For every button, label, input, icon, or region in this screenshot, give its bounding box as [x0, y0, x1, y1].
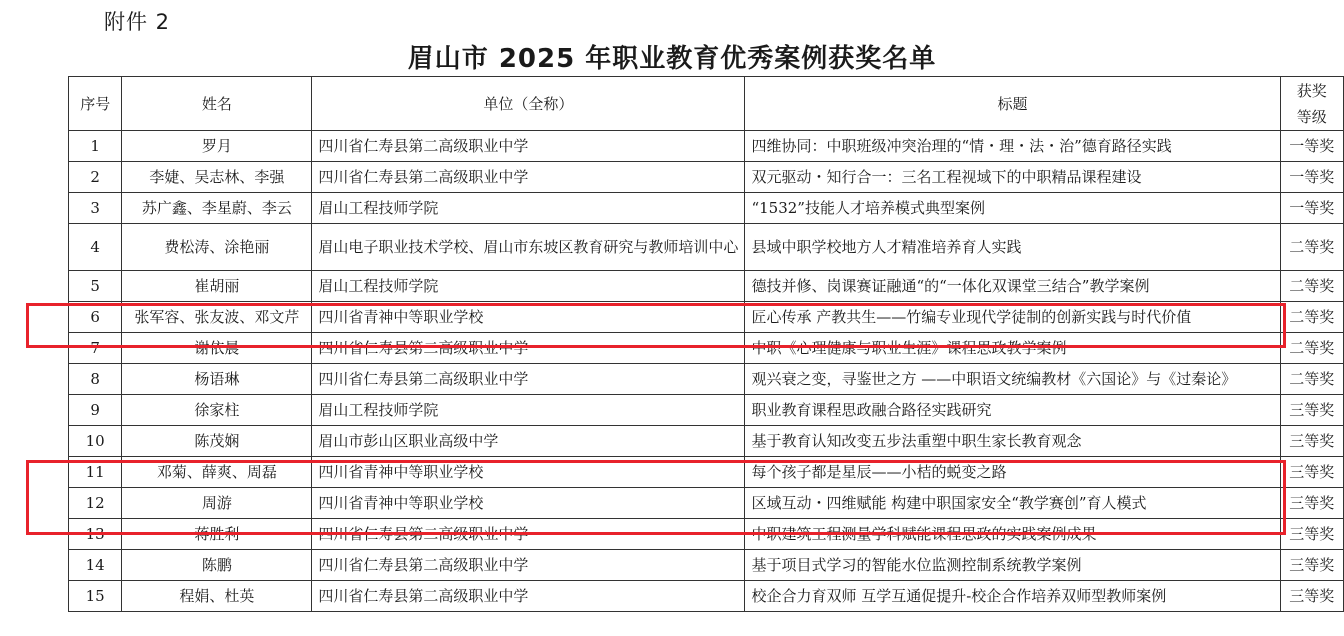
table-row: [69, 224, 1344, 271]
row-name: 徐家柱: [122, 395, 312, 426]
row-index: 8: [69, 364, 122, 395]
row-unit: 四川省仁寿县第二高级职业中学: [312, 550, 745, 581]
row-award: 二等奖: [1280, 271, 1343, 302]
row-name: 周游: [122, 488, 312, 519]
row-unit: 眉山工程技师学院: [312, 395, 745, 426]
row-index: 10: [69, 426, 122, 457]
row-index: 3: [69, 193, 122, 224]
row-award: 三等奖: [1280, 488, 1343, 519]
row-award: 二等奖: [1280, 364, 1343, 395]
row-name: 崔胡丽: [122, 271, 312, 302]
page-title: 眉山市 2025 年职业教育优秀案例获奖名单: [407, 44, 937, 74]
table-row: [69, 457, 1344, 488]
header-award: [1280, 77, 1343, 131]
row-index: 11: [69, 457, 122, 488]
table-row: [69, 581, 1344, 612]
row-caption: 基于教育认知改变五步法重塑中职生家长教育观念: [745, 426, 1280, 457]
row-index: 2: [69, 162, 122, 193]
row-name: 谢依晨: [122, 333, 312, 364]
row-caption: 观兴衰之变，寻鉴世之方 ——中职语文统编教材《六国论》与《过秦论》: [745, 364, 1280, 395]
row-unit: 眉山市彭山区职业高级中学: [312, 426, 745, 457]
table-row: [69, 488, 1344, 519]
row-unit: 四川省青神中等职业学校: [312, 488, 745, 519]
row-award: 三等奖: [1280, 395, 1343, 426]
header-caption: 标题: [745, 77, 1280, 131]
row-name: 邓菊、薛爽、周磊: [122, 457, 312, 488]
row-index: 14: [69, 550, 122, 581]
table-row: [69, 426, 1344, 457]
row-unit: 眉山电子职业技术学校、眉山市东坡区教育研究与教师培训中心: [312, 224, 745, 271]
row-name: 费松涛、涂艳丽: [122, 224, 312, 271]
table-row: [69, 395, 1344, 426]
row-caption: 校企合力育双师 互学互通促提升-校企合作培养双师型教师案例: [745, 581, 1280, 612]
header-name: 姓名: [122, 77, 312, 131]
table-body: [69, 131, 1344, 612]
row-unit: 四川省青神中等职业学校: [312, 302, 745, 333]
row-caption: 四维协同：中职班级冲突治理的“情・理・法・治”德育路径实践: [745, 131, 1280, 162]
row-unit: 四川省仁寿县第二高级职业中学: [312, 581, 745, 612]
row-caption: 匠心传承 产教共生——竹编专业现代学徒制的创新实践与时代价值: [745, 302, 1280, 333]
row-index: 5: [69, 271, 122, 302]
row-index: 1: [69, 131, 122, 162]
row-unit: 四川省仁寿县第二高级职业中学: [312, 519, 745, 550]
table-row: [69, 271, 1344, 302]
header-award-line1: 获奖: [1296, 81, 1327, 100]
row-unit: 眉山工程技师学院: [312, 193, 745, 224]
row-caption: “1532”技能人才培养模式典型案例: [745, 193, 1280, 224]
table-row: [69, 162, 1344, 193]
row-award: 二等奖: [1280, 224, 1343, 271]
row-award: 三等奖: [1280, 581, 1343, 612]
row-award: 三等奖: [1280, 457, 1343, 488]
row-name: 陈鹏: [122, 550, 312, 581]
row-caption: 区域互动・四维赋能 构建中职国家安全“教学赛创”育人模式: [745, 488, 1280, 519]
header-unit: 单位（全称）: [312, 77, 745, 131]
table-row: [69, 193, 1344, 224]
row-caption: 双元驱动・知行合一：三名工程视域下的中职精品课程建设: [745, 162, 1280, 193]
row-award: 一等奖: [1280, 162, 1343, 193]
row-index: 6: [69, 302, 122, 333]
row-unit: 四川省仁寿县第二高级职业中学: [312, 162, 745, 193]
row-index: 9: [69, 395, 122, 426]
table-row: [69, 364, 1344, 395]
attachment-label: 附件 2: [104, 10, 171, 34]
row-index: 13: [69, 519, 122, 550]
row-name: 张军容、张友波、邓文芹: [122, 302, 312, 333]
row-award: 三等奖: [1280, 426, 1343, 457]
row-unit: 四川省仁寿县第二高级职业中学: [312, 131, 745, 162]
row-award: 二等奖: [1280, 333, 1343, 364]
row-name: 陈茂娴: [122, 426, 312, 457]
row-name: 程娟、杜英: [122, 581, 312, 612]
row-index: 15: [69, 581, 122, 612]
row-award: 二等奖: [1280, 302, 1343, 333]
row-caption: 德技并修、岗课赛证融通“的“一体化双课堂三结合”教学案例: [745, 271, 1280, 302]
table-row: [69, 550, 1344, 581]
table-header-row: [69, 77, 1344, 131]
table-row: [69, 131, 1344, 162]
table-row: [69, 302, 1344, 333]
table-row: [69, 333, 1344, 364]
row-name: 李婕、吴志林、李强: [122, 162, 312, 193]
row-name: 罗月: [122, 131, 312, 162]
row-index: 4: [69, 224, 122, 271]
row-name: 苏广鑫、李星蔚、李云: [122, 193, 312, 224]
row-name: 杨语琳: [122, 364, 312, 395]
row-award: 一等奖: [1280, 193, 1343, 224]
row-unit: 四川省仁寿县第二高级职业中学: [312, 333, 745, 364]
award-table: [68, 76, 1344, 612]
row-caption: 中职建筑工程测量学科赋能课程思政的实践案例成果: [745, 519, 1280, 550]
row-caption: 每个孩子都是星辰——小桔的蜕变之路: [745, 457, 1280, 488]
row-caption: 中职《心理健康与职业生涯》课程思政教学案例: [745, 333, 1280, 364]
row-name: 蒋胜利: [122, 519, 312, 550]
table-row: [69, 519, 1344, 550]
row-award: 三等奖: [1280, 519, 1343, 550]
row-caption: 职业教育课程思政融合路径实践研究: [745, 395, 1280, 426]
row-index: 12: [69, 488, 122, 519]
header-award-line2: 等级: [1296, 107, 1327, 126]
row-award: 三等奖: [1280, 550, 1343, 581]
header-index: 序号: [69, 77, 122, 131]
row-award: 一等奖: [1280, 131, 1343, 162]
row-unit: 眉山工程技师学院: [312, 271, 745, 302]
row-unit: 四川省仁寿县第二高级职业中学: [312, 364, 745, 395]
row-caption: 基于项目式学习的智能水位监测控制系统教学案例: [745, 550, 1280, 581]
row-unit: 四川省青神中等职业学校: [312, 457, 745, 488]
row-index: 7: [69, 333, 122, 364]
row-caption: 县域中职学校地方人才精准培养育人实践: [745, 224, 1280, 271]
